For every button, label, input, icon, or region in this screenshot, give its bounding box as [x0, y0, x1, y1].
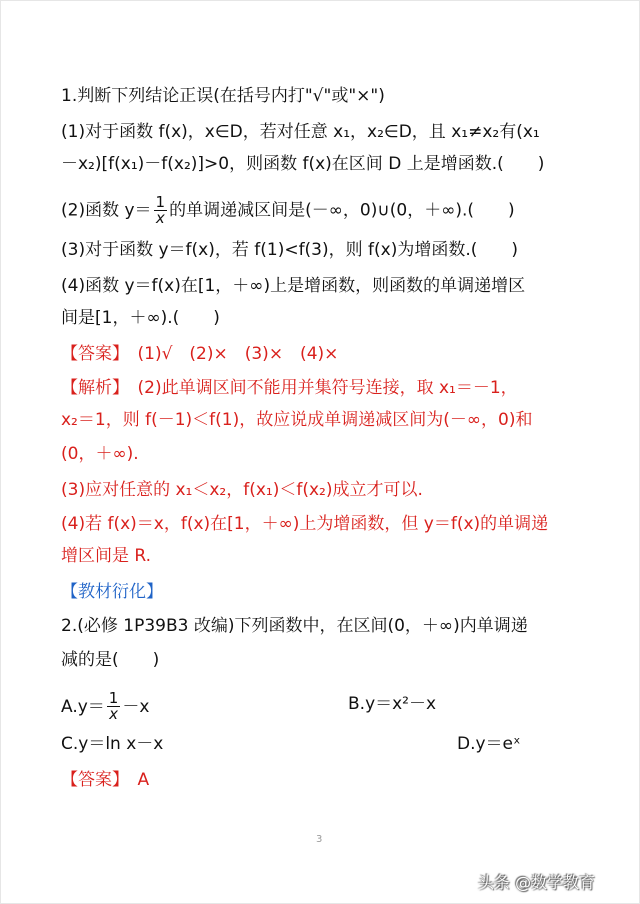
option-a-suffix: －x [122, 696, 150, 717]
question-2-line-1: 2.(必修 1P39B3 改编)下列函数中，在区间(0，＋∞)内单调递 [61, 616, 528, 636]
analysis-line-6: 增区间是 R. [61, 546, 152, 566]
q1-statement-1-line-1: (1)对于函数 f(x)，x∈D，若对任意 x₁，x₂∈D，且 x₁≠x₂有(x₁ [61, 122, 540, 142]
answer-2 [61, 767, 149, 793]
analysis-text: (2)此单调区间不能用并集符号连接，取 x₁＝－1， [120, 378, 518, 398]
analysis-line-2: x₂＝1，则 f(－1)＜f(1)，故应说成单调递减区间为(－∞，0)和 [61, 410, 533, 430]
question-1-title: 1.判断下列结论正误(在括号内打"√"或"×") [61, 86, 385, 106]
fraction-numerator: 1 [108, 689, 119, 707]
fraction-denominator: x [155, 209, 165, 227]
q1-statement-1-line-2: －x₂)[f(x₁)－f(x₂)]>0，则函数 f(x)在区间 D 上是增函数.( ) [61, 154, 545, 174]
analysis-line-3: (0，＋∞). [61, 444, 139, 464]
option-a-prefix: A.y＝ [61, 696, 105, 717]
fraction-1-over-x [154, 195, 168, 226]
q1-s2-prefix: (2)函数 y＝ [61, 200, 152, 221]
watermark: 头条 @数学教育 [478, 873, 596, 892]
options-row-2 [61, 731, 581, 757]
answer-text: (1)√ (2)× (3)× (4)× [120, 344, 339, 364]
analysis-tag: 【解析】 [61, 378, 121, 398]
option-a-fraction [107, 691, 121, 722]
answer-2-tag: 【答案】 [61, 770, 121, 790]
q1-statement-4-line-1: (4)函数 y＝f(x)在[1，＋∞)上是增函数，则函数的单调递增区 [61, 276, 526, 296]
fraction-denominator: x [109, 705, 119, 723]
analysis-line-5: (4)若 f(x)＝x，f(x)在[1，＋∞)上为增函数，但 y＝f(x)的单调递 [61, 514, 549, 534]
fraction-numerator: 1 [155, 193, 166, 211]
section-heading: 【教材衍化】 [61, 582, 163, 602]
option-d: D.y＝eˣ [457, 734, 521, 754]
analysis-line-4: (3)应对任意的 x₁＜x₂，f(x₁)＜f(x₂)成立才可以. [61, 480, 423, 500]
answer-1 [61, 341, 338, 367]
q1-s2-suffix: 的单调递减区间是(－∞，0)∪(0，＋∞).( ) [169, 200, 515, 221]
analysis-line-1 [61, 375, 518, 401]
answer-2-text: A [120, 770, 150, 790]
question-2-line-2: 减的是( ) [61, 650, 160, 670]
options-row-1 [61, 691, 581, 722]
option-b: B.y＝x²－x [348, 694, 437, 714]
q1-statement-2 [61, 195, 515, 226]
page-number: 3 [316, 834, 323, 845]
option-c: C.y＝ln x－x [61, 734, 164, 754]
q1-statement-3: (3)对于函数 y＝f(x)，若 f(1)<f(3)，则 f(x)为增函数.( ) [61, 240, 519, 260]
answer-tag: 【答案】 [61, 344, 121, 364]
option-a [61, 689, 150, 723]
q1-statement-4-line-2: 间是[1，＋∞).( ) [61, 308, 220, 328]
